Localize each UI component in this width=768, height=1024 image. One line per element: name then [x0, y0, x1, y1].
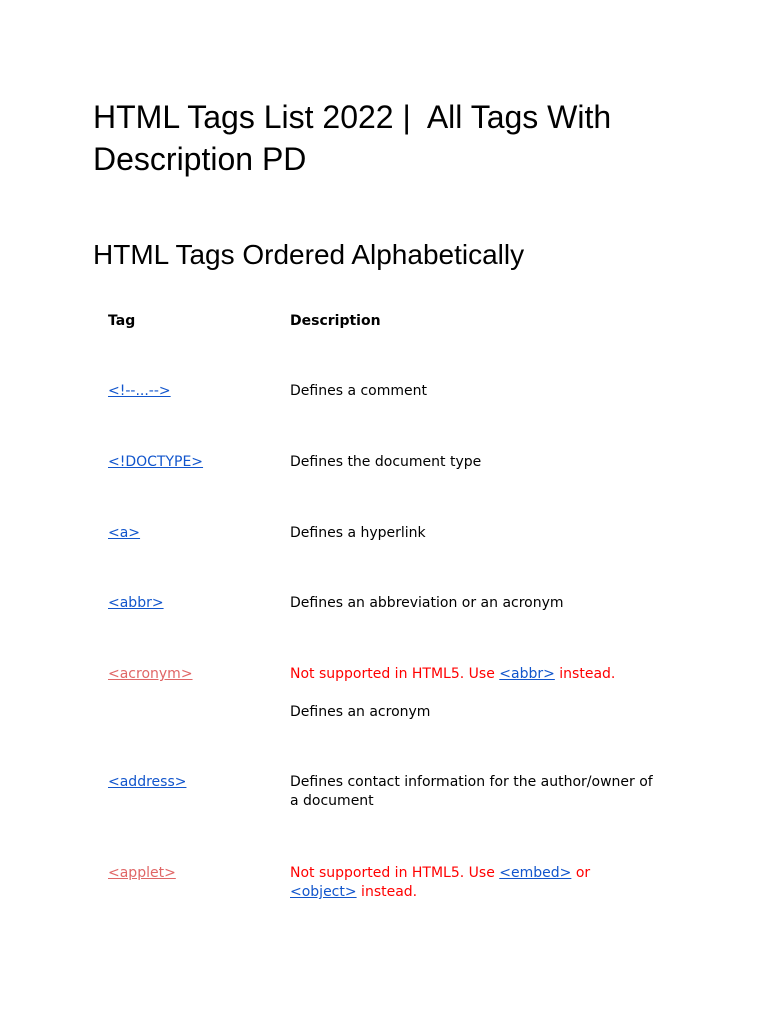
tag-description: Defines contact information for the author/owner of a document	[290, 774, 653, 809]
warning-text: instead.	[356, 884, 418, 900]
tag-link-applet[interactable]: <applet>	[108, 865, 176, 881]
tag-link-acronym[interactable]: <acronym>	[108, 666, 193, 682]
warning-text: or	[571, 865, 591, 881]
tag-link-address[interactable]: <address>	[108, 774, 187, 790]
tag-link-abbr[interactable]: <abbr>	[108, 595, 164, 611]
tag-link-comment[interactable]: <!--...-->	[108, 383, 171, 399]
warning-text: Not supported in HTML5. Use	[290, 666, 500, 682]
column-header-tag: Tag	[108, 313, 136, 329]
tag-description: Defines a hyperlink	[290, 525, 426, 541]
tag-description: Defines an acronym	[290, 704, 431, 720]
warning-text: Not supported in HTML5. Use	[290, 865, 500, 881]
tag-description: Defines the document type	[290, 454, 482, 470]
warning-link-abbr[interactable]: <abbr>	[499, 666, 555, 682]
warning-text: instead.	[554, 666, 616, 682]
tag-link-doctype[interactable]: <!DOCTYPE>	[108, 454, 204, 470]
column-header-description: Description	[290, 313, 381, 329]
deprecation-warning	[290, 864, 630, 902]
tag-description: Defines an abbreviation or an acronym	[290, 595, 564, 611]
warning-link-object[interactable]: <object>	[290, 884, 357, 900]
warning-link-embed[interactable]: <embed>	[499, 865, 572, 881]
section-heading: HTML Tags Ordered Alphabetically	[93, 239, 525, 270]
tag-description: Defines a comment	[290, 383, 427, 399]
tag-link-a[interactable]: <a>	[108, 525, 141, 541]
document-title: HTML Tags List 2022 | All Tags With Description PD	[93, 99, 621, 177]
deprecation-warning	[290, 665, 670, 684]
